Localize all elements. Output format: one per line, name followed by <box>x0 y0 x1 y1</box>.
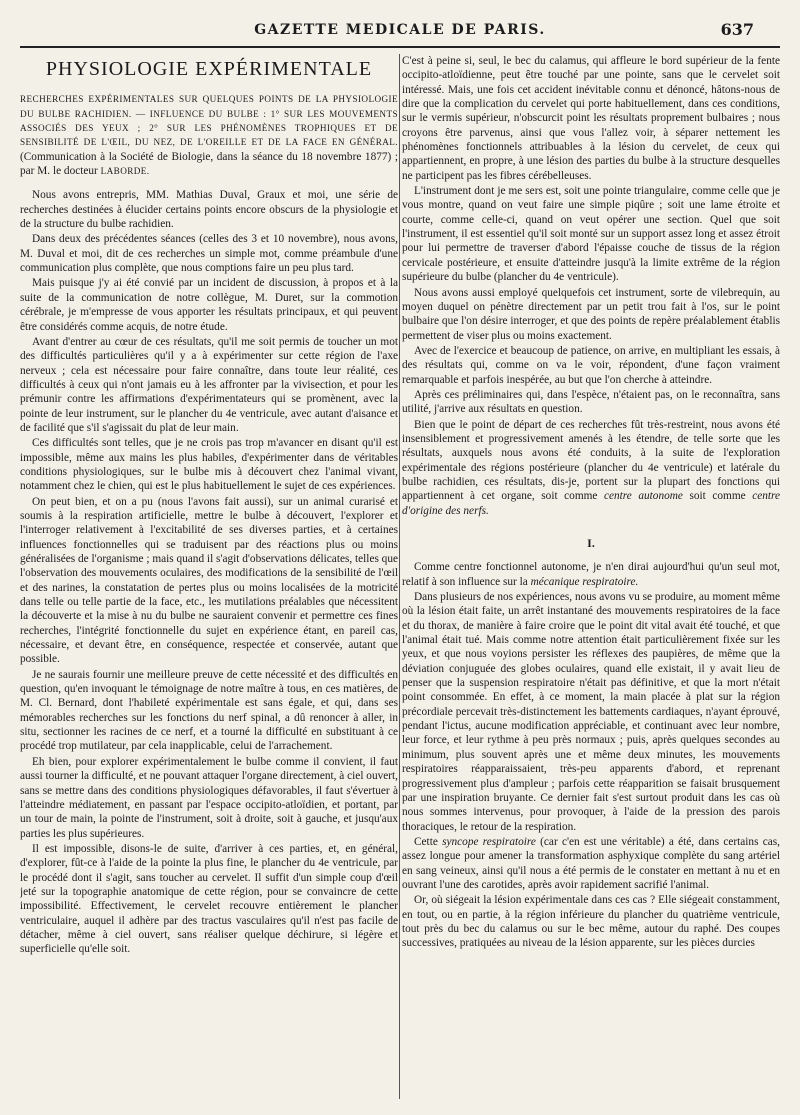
paragraph-text: Comme centre fonctionnel autonome, je n'en dirai aujourd'hui qu'un seul mot, relatif à son influence sur la <box>402 561 780 588</box>
paragraph: Or, où siégeait la lésion expérimentale dans ces cas ? Elle siégeait constamment, en tout, ou en partie, à la région inférieure du plancher du quatrième ventricule, tout près du bec du calamus ou sur le bec même, autour du raphé. Des coupes successives, pratiquées au niveau de la lésion apparente, sur les pièces durcies <box>402 894 780 950</box>
left-column <box>20 54 398 1099</box>
section-title: PHYSIOLOGIE EXPÉRIMENTALE <box>45 58 373 80</box>
paragraph: Mais puisque j'y ai été convié par un incident de discussion, à propos et à la suite de la communication de notre collègue, M. Duret, sur la commotion cérébrale, je m'empresse de vous apporter les résultats principaux, et qui peuvent être considérés comme acquis, de notre étude. <box>20 277 398 333</box>
emphasis-text: syncope respiratoire <box>442 835 536 848</box>
right-column <box>402 54 780 1099</box>
running-header <box>20 20 780 48</box>
journal-title: GAZETTE MEDICALE DE PARIS. <box>254 22 546 38</box>
paragraph: Nous avons aussi employé quelquefois cet instrument, sorte de vilebrequin, au moyen duquel on pénètre directement par un petit trou fait à l'os, sur le point bulbaire que l'on désire interroger, et que des points de repère préalablement établis permettent de viser plus ou moins exactement. <box>402 286 780 342</box>
article-abstract <box>20 92 398 178</box>
paragraph: On peut bien, et on a pu (nous l'avons fait aussi), sur un animal curarisé et soumis à la respiration artificielle, mettre le bulbe à découvert, l'explorer et l'interroger relativement à l'excitabilité de ses diverses parties, et à certaines influences fonctionnelles qui se traduisent par des réactions plus ou moins généralisées de l'organisme ; mais quand il s'agit d'observations délicates, telles que l'observation des mouvements oculaires, des modifications de la sensibilité de l'œil et des narines, la constatation de pertes plus ou moins localisées de la motricité dans telle ou telle partie de la face, etc., les mutilations préalables que nécessitent la découverte et la mise à nu du bulbe ne sauraient convenir et permettre ces fines recherches, l'intégrité fonctionnelle du sujet en expérience étant, en pareil cas, nécessaire, et devant être, en conséquence, respectée et conservée, autant que possible. <box>20 495 398 666</box>
paragraph-text: soit comme <box>682 490 753 503</box>
emphasis-text: mécanique respiratoire. <box>530 575 639 588</box>
paragraph: Nous avons entrepris, MM. Mathias Duval, Graux et moi, une série de recherches destinées à élucider certains points encore obscurs de la physiologie et de la structure du bulbe rachidien. <box>20 189 398 231</box>
paragraph: Eh bien, pour explorer expérimentalement le bulbe comme il convient, il faut aussi tourner la difficulté, et ne pouvant attaquer l'organe directement, à ciel ouvert, sans se mettre dans des conditions physiologiques défavorables, il faut s'évertuer à l'atteindre médiatement, en passant par l'espace occipito-atloïdien, et portant, par un tour de main, la pointe de l'instrument, soit à droite, soit à gauche, et jusqu'aux parties les plus supérieures. <box>20 755 398 840</box>
paragraph: L'instrument dont je me sers est, soit une pointe triangulaire, comme celle que je vous montre, quand on veut faire une simple piqûre ; soit une lame étroite et courte, comme celle-ci, quand on veut opérer une section. Quel que soit l'instrument, il est essentiel qu'il soit monté sur un support assez long et assez étroit pour lui permettre de traverser d'abord l'épaisse couche de tissus de la région cervicale postérieure, et ensuite d'atteindre jusqu'à la limite extrême de la région supérieure du bulbe (plancher du 4e ventricule). <box>402 185 780 284</box>
communication-note: (Communication à la Société de Biologie, dans la séance du 18 novembre 1877) ; par M. le docteur <box>20 150 398 178</box>
paragraph: Dans deux des précédentes séances (celles des 3 et 10 novembre), nous avons, M. Duval et moi, dit de ces recherches un simple mot, comme préambule d'une communication plus complète, que nous comptions faire un peu plus tard. <box>20 233 398 275</box>
section-numeral: I. <box>587 536 595 550</box>
paragraph <box>402 418 780 518</box>
emphasis-text: centre autonome <box>603 490 683 503</box>
paragraph: Dans plusieurs de nos expériences, nous avons vu se produire, au moment même où la lésion était faite, un arrêt instantané des mouvements respiratoires de la face et du thorax, de manière à faire croire que le point dit vital avait été touché, et que l'animal était tué. Mais comme notre attention était particulièrement fixée sur les yeux, et que nous voyions persister les réflexes des paupières, de même que la déviation conjuguée des globes oculaires, quand elle existait, il y avait lieu de penser que la suspension respiratoire n'était pas définitive, et que la mort n'était point consommée. En effet, à ce moment, la main placée à plat sur la région précordiale percevait très-distinctement les battements cardiaques, n'ayant éprouvé, pendant l'ictus, aucune modification appréciable, et continuant avec leur nombre, leur force, et leur rythme à peu près normaux ; puis, après quelques secondes au minimum, plus souvent après une et même deux minutes, les mouvements respiratoires réapparaissaient, très-peu apparents d'abord, et reprenant progressivement plus d'ampleur ; parfois cette réapparition se faisait brusquement par une inspiration bruyante. Ce dernier fait s'est surtout produit dans les cas où nous sommes intervenus, pour provoquer, à l'aide de la pression des parois thoraciques, le retour de la respiration. <box>402 591 780 833</box>
paragraph <box>402 835 780 892</box>
column-divider <box>399 54 400 1099</box>
paragraph-text: Cette <box>414 835 443 848</box>
paragraph: Avant d'entrer au cœur de ces résultats, qu'il me soit permis de toucher un mot des difficultés particulières qu'il y a à expérimenter sur cette région de l'axe nerveux ; cela est nécessaire pour faire connaître, dans toute leur réalité, ces difficultés à ceux qui n'ont jamais eu à les affronter par la vivisection, et pour les prémunir contre les affirmations d'expérimentateurs qui se promènent, avec la pointe de leur instrument, sur le plancher du 4e ventricule, avec autant d'aisance et de facilité que s'il s'agissait du plat de leur main. <box>20 335 398 434</box>
author-name: LABORDE. <box>100 166 150 177</box>
paragraph: Il est impossible, disons-le de suite, d'arriver à ces parties, et, en général, d'explorer, fût-ce à l'aide de la pointe la plus fine, le plancher du 4e ventricule, par le procédé dont il s'agit, sans toucher au cervelet. Il suffit d'un simple coup d'œil jeté sur la topographie anatomique de cette région, pour se convaincre de cette impossibilité. Effectivement, le cervelet recouvre entièrement le plancher ventriculaire, auquel il adhère par des tractus vasculaires qu'il n'est pas facile de détacher, même à ciel ouvert, sans réaliser quelque déchirure, si légère et superficielle qu'elle soit. <box>20 842 398 956</box>
paragraph: Après ces préliminaires qui, dans l'espèce, n'étaient pas, on le reconnaîtra, sans utilité, j'arrive aux résultats en question. <box>402 388 780 416</box>
paragraph: Avec de l'exercice et beaucoup de patience, on arrive, en multipliant les essais, à des résultats qui, comme on va le voir, répondent, d'une façon vraiment remarquable et parfois inespérée, au but que l'on cherche à atteindre. <box>402 344 780 386</box>
paragraph: C'est à peine si, seul, le bec du calamus, qui affleure le bord supérieur de la fente occipito-atloïdienne, peut être touché par une pointe, sans que le cervelet soit intéressé. Mais, une fois cet accident inévitable connu et dénoncé, hâtons-nous de dire que la complication du cervelet qui porte habituellement, dans ces conditions, sur le vermis supérieur, n'obscurcit point les résultats proprement bulbaires ; nous croyons être parvenus, ainsi que vous l'allez voir, à séparer nettement les phénomènes fonctionnels attribuables à la lésion du cervelet, de ceux qui appartiennent, en propre, à une lésion des parties du bulbe à la structure desquelles ne participent pas les fibres cérébelleuses. <box>402 55 780 182</box>
paragraph: Ces difficultés sont telles, que je ne crois pas trop m'avancer en disant qu'il est impossible, même aux mains les plus habiles, d'expérimenter dans de véritables conditions physiologiques, sur le bulbe mis à découvert chez l'animal vivant, notamment chez le chien, qui est le plus habituellement le sujet de ces expériences. <box>20 437 398 493</box>
paragraph: Je ne saurais fournir une meilleure preuve de cette nécessité et des difficultés en question, qu'en invoquant le témoignage de notre maître à tous, en ces matières, de M. Cl. Bernard, dont l'habileté expérimentale est sans égale, et qui, dans ses mémorables recherches sur les fonctions du nerf spinal, a dû renoncer à aller, in situ, sectionner les racines de ce nerf, et a tourné la difficulté en substituant à ce procédé trop mutilateur, par cela inapplicable, celui de l'arrachement. <box>20 668 398 753</box>
paragraph <box>402 560 780 589</box>
emphasis-text: centre d'origine des nerfs. <box>402 490 780 517</box>
paragraph-text: (car c'en est une véritable) a été, dans certains cas, assez longue pour amener la transformation asphyxique complète du sang artériel en sang veineux, ainsi qu'il nous a été permis de le constater en mettant à nu et en ouvrant l'une des carotides, après avoir rapidement sacrifié l'animal. <box>402 835 780 891</box>
page-number: 637 <box>720 20 754 39</box>
article-title: RECHERCHES EXPÉRIMENTALES SUR QUELQUES POINTS DE LA PHYSIOLOGIE DU BULBE RACHIDIEN. — INFLUENCE DU BULBE : 1° SUR LES MOUVEMENTS ASSOCIÉS DES YEUX ; 2° SUR LES PHÉNOMÈNES TROPHIQUES ET DE SENSIBILITÉ DE L'ŒIL, DU NEZ, DE L'OREILLE ET DE LA FACE EN GÉNÉRAL. <box>20 94 398 148</box>
paragraph-text: Bien que le point de départ de ces recherches fût très-restreint, nous avons été insensiblement et progressivement amenés à les étendre, de telle sorte que les résultats, auxquels nous avons été conduits, à la suite de l'exploration expérimentale des régions postérieure (plancher du 4e ventricule) et latérale du bulbe rachidien, ces résultats, dis-je, portent sur la plupart des fonctions qui appartiennent à cet organe, soit comme <box>402 418 780 503</box>
